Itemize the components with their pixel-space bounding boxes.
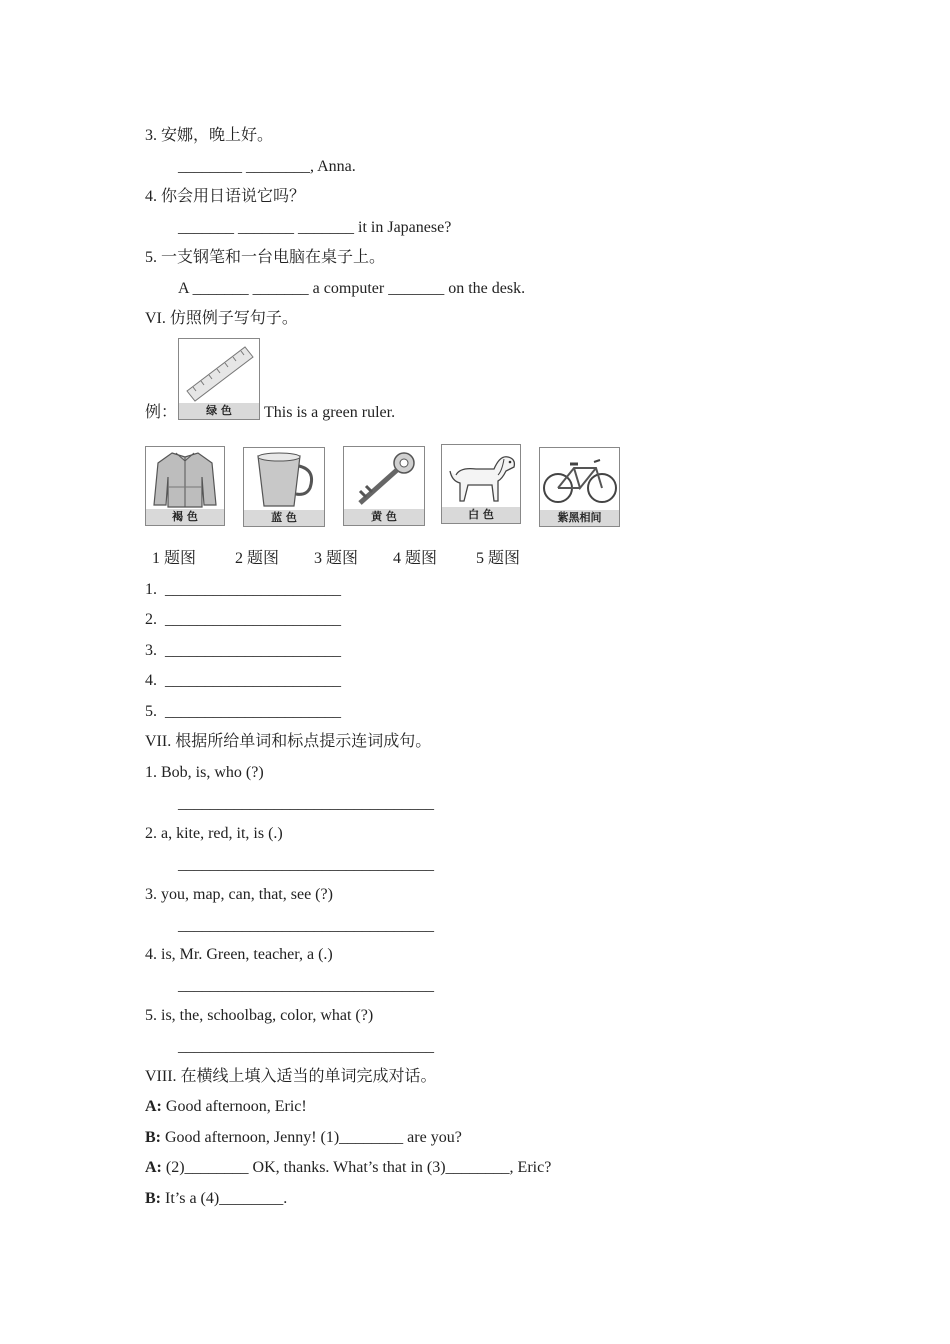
dialogue-speaker: B: <box>145 1190 161 1207</box>
question-3-prompt: 3. 安娜，晚上好。 <box>145 127 274 144</box>
picture-4-caption: 白 色 <box>442 507 520 523</box>
jacket-icon <box>146 447 224 509</box>
section-7-title: VII. 根据所给单词和标点提示连词成句。 <box>145 733 432 750</box>
question-5-answer: A _______ _______ a computer _______ on the desk. <box>178 280 526 297</box>
example-sentence: This is a green ruler. <box>264 404 396 421</box>
picture-5-bicycle <box>539 447 620 527</box>
section-7-item-2-line: ________________________________ <box>178 856 434 873</box>
section-6-blank-2: 2. ______________________ <box>145 611 341 628</box>
picture-1-caption: 褐 色 <box>146 509 224 525</box>
picture-label-3: 3 题图 <box>314 550 359 567</box>
section-7-item-3-line: ________________________________ <box>178 917 434 934</box>
picture-1-jacket <box>145 446 225 526</box>
section-6-blank-5: 5. ______________________ <box>145 703 341 720</box>
section-8-title: VIII. 在横线上填入适当的单词完成对话。 <box>145 1068 437 1085</box>
picture-label-5: 5 题图 <box>476 550 521 567</box>
section-7-item-4-prompt: 4. is, Mr. Green, teacher, a (.) <box>145 946 333 963</box>
section-7-item-2-prompt: 2. a, kite, red, it, is (.) <box>145 825 283 842</box>
picture-3-key <box>343 446 425 526</box>
dialogue-speaker: A: <box>145 1159 162 1176</box>
ruler-icon <box>179 339 259 403</box>
section-7-item-5-prompt: 5. is, the, schoolbag, color, what (?) <box>145 1007 374 1024</box>
dialogue-line-3 <box>145 1158 551 1178</box>
dialogue-text: Good afternoon, Jenny! (1)________ are you? <box>161 1129 462 1146</box>
key-icon <box>344 447 424 509</box>
picture-5-caption: 紫黑相间 <box>540 510 619 526</box>
section-6-title: VI. 仿照例子写句子。 <box>145 310 298 327</box>
section-6-blank-1: 1. ______________________ <box>145 581 341 598</box>
section-6-blank-3: 3. ______________________ <box>145 642 341 659</box>
dialogue-text: (2)________ OK, thanks. What’s that in (3)________, Eric? <box>161 1159 552 1176</box>
picture-label-2: 2 题图 <box>235 550 280 567</box>
example-ruler-image <box>178 338 260 420</box>
question-4-prompt: 4. 你会用日语说它吗？ <box>145 188 306 205</box>
question-5-prompt: 5. 一支钢笔和一台电脑在桌子上。 <box>145 249 386 266</box>
dialogue-text: Good afternoon, Eric! <box>161 1098 307 1115</box>
section-7-item-1-prompt: 1. Bob, is, who (?) <box>145 764 264 781</box>
dialogue-line-4 <box>145 1189 287 1209</box>
example-label: 例： <box>145 404 178 421</box>
example-image-caption: 绿 色 <box>179 403 259 419</box>
dog-icon <box>442 445 520 507</box>
mug-icon <box>244 448 324 510</box>
picture-2-caption: 蓝 色 <box>244 510 324 526</box>
picture-label-1: 1 题图 <box>152 550 197 567</box>
picture-3-caption: 黄 色 <box>344 509 424 525</box>
section-7-item-4-line: ________________________________ <box>178 977 434 994</box>
section-6-blank-4: 4. ______________________ <box>145 672 341 689</box>
picture-2-mug <box>243 447 325 527</box>
picture-label-4: 4 题图 <box>393 550 438 567</box>
dialogue-text: It’s a (4)________. <box>161 1190 288 1207</box>
dialogue-line-2 <box>145 1128 462 1148</box>
dialogue-speaker: A: <box>145 1098 162 1115</box>
section-7-item-5-line: ________________________________ <box>178 1038 434 1055</box>
section-7-item-1-line: ________________________________ <box>178 795 434 812</box>
question-3-answer: ________ ________, Anna. <box>178 158 356 175</box>
picture-4-dog <box>441 444 521 524</box>
question-4-answer: _______ _______ _______ it in Japanese? <box>178 219 452 236</box>
dialogue-line-1 <box>145 1097 307 1117</box>
dialogue-speaker: B: <box>145 1129 161 1146</box>
bicycle-icon <box>540 448 619 510</box>
section-7-item-3-prompt: 3. you, map, can, that, see (?) <box>145 886 333 903</box>
